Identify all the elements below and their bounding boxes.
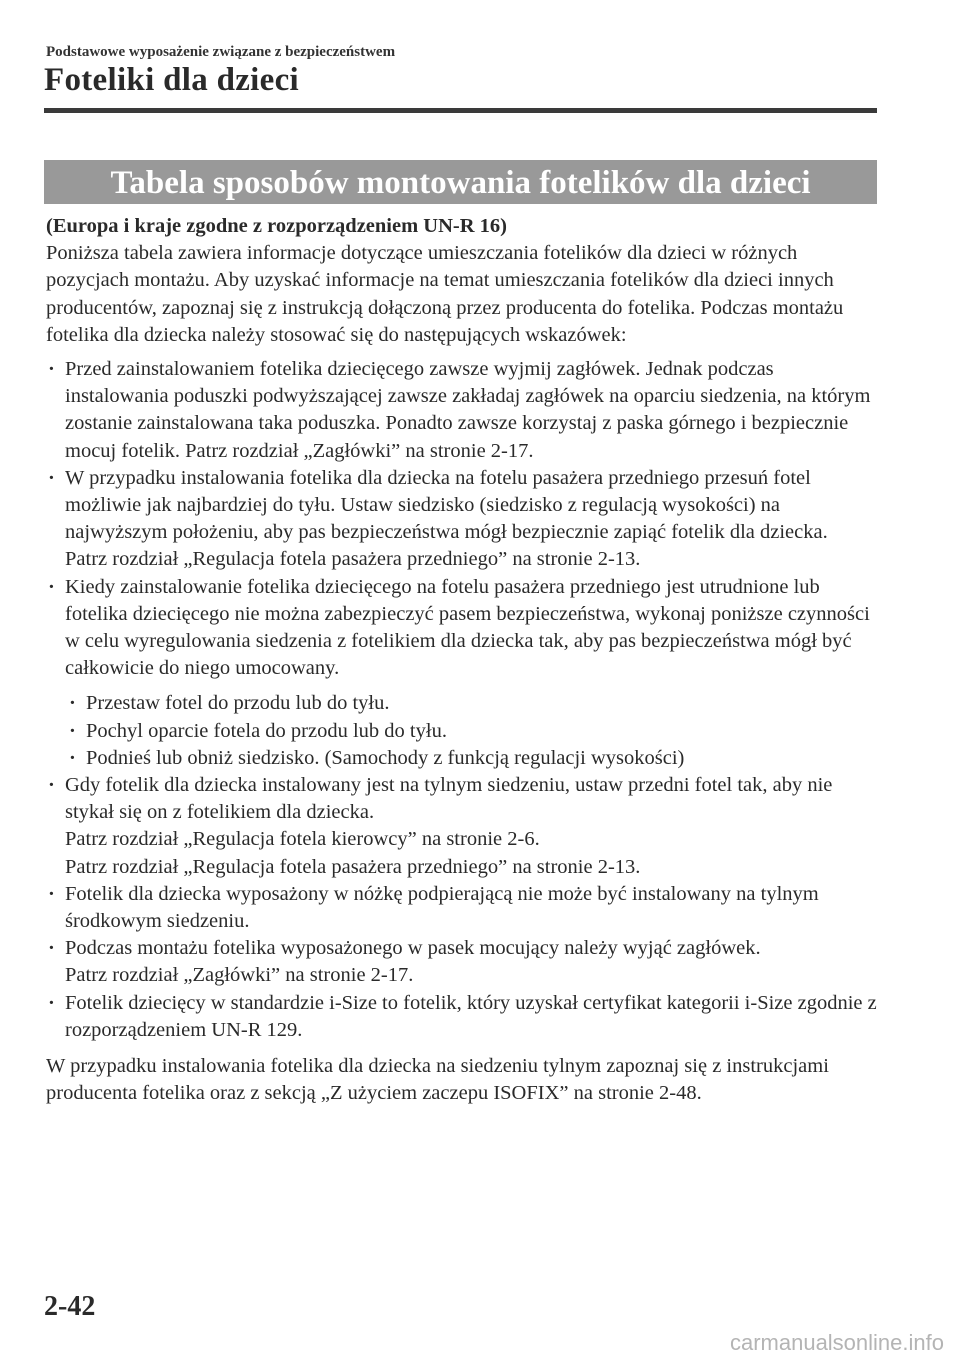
breadcrumb: Podstawowe wyposażenie związane z bezpieczeństwem: [46, 44, 396, 60]
cross-reference: Patrz rozdział „Regulacja fotela pasażera przedniego” na stronie 2-13.: [65, 855, 641, 878]
list-item-text: Gdy fotelik dla dziecka instalowany jest na tylnym siedzeniu, ustaw przedni fotel tak, aby nie stykał się on z fotelikiem dla dziecka.: [65, 774, 833, 824]
list-item: [46, 990, 878, 1044]
list-item-text: Przed zainstalowaniem fotelika dziecięcego zawsze wyjmij zagłówek. Jednak podczas instalowania poduszki podwyższającej zawsze zakładaj zagłówek na oparciu siedzenia, na którym zostanie zainstalowana taka poduszka. Ponadto zawsze korzystaj z paska górnego i bezpiecznie mocuj fotelik. Patrz rozdział „Zagłówki” na stronie 2-17.: [65, 358, 871, 462]
list-item: [46, 465, 878, 574]
section-subtitle: (Europa i kraje zgodne z rozporządzeniem UN-R 16): [46, 215, 507, 237]
cross-reference: Patrz rozdział „Regulacja fotela kierowcy” na stronie 2-6.: [65, 828, 540, 851]
list-item: [46, 881, 878, 935]
list-item-text: W przypadku instalowania fotelika dla dziecka na fotelu pasażera przedniego przesuń fotel możliwie jak najbardziej do tyłu. Ustaw siedzisko (siedzisko z regulacją wysokości) na najwyższym położeniu, aby pas bezpieczeństwa mógł bezpiecznie zapiąć fotelik dla dziecka.: [65, 466, 828, 544]
list-item: [46, 772, 878, 881]
sub-list: [65, 690, 878, 772]
page-number: 2-42: [44, 1291, 96, 1322]
cross-reference: Patrz rozdział „Zagłówki” na stronie 2-17.: [65, 964, 414, 987]
sub-list-item: · Podnieś lub obniż siedzisko. (Samochody z funkcją regulacji wysokości): [67, 745, 878, 772]
watermark: carmanualsonline.info: [729, 1330, 944, 1355]
list-item-text: Podczas montażu fotelika wyposażonego w pasek mocujący należy wyjąć zagłówek.: [65, 937, 761, 960]
chapter-title: Foteliki dla dzieci: [44, 62, 300, 98]
list-item: [46, 356, 878, 465]
sub-list-item: · Przestaw fotel do przodu lub do tyłu.: [67, 690, 878, 717]
closing-paragraph: W przypadku instalowania fotelika dla dziecka na siedzeniu tylnym zapoznaj się z instrukcjami producenta fotelika oraz z sekcją „Z użyciem zaczepu ISOFIX” na stronie 2-48.: [46, 1055, 829, 1105]
guideline-list: [46, 356, 878, 1044]
section-title-banner: Tabela sposobów montowania fotelików dla dzieci: [44, 160, 877, 204]
header-divider: [44, 108, 877, 113]
intro-paragraph: Poniższa tabela zawiera informacje dotyczące umieszczania fotelików dla dzieci w różnych pozycjach montażu. Aby uzyskać informacje na temat umieszczania fotelików dla dzieci innych producentów, zapoznaj się z instrukcją dołączoną przez producenta do fotelika. Podczas montażu fotelika dla dziecka należy stosować się do następujących wskazówek:: [46, 242, 844, 346]
list-item: [46, 574, 878, 772]
list-item-text: Fotelik dla dziecka wyposażony w nóżkę podpierającą nie może być instalowany na tylnym środkowym siedzeniu.: [65, 882, 819, 933]
list-item-text: Kiedy zainstalowanie fotelika dziecięcego na fotelu pasażera przedniego jest utrudnione lub fotelika dziecięcego nie można zabezpieczyć pasem bezpieczeństwa, wykonaj poniższe czynności w celu wyregulowania siedzenia z fotelikiem dla dziecka tak, aby pas bezpieczeństwa mógł być całkowicie do niego umocowany.: [65, 575, 870, 680]
sub-list-item: · Pochyl oparcie fotela do przodu lub do tyłu.: [67, 718, 878, 745]
section-content: [46, 213, 878, 1108]
list-item: [46, 935, 878, 989]
cross-reference: Patrz rozdział „Regulacja fotela pasażera przedniego” na stronie 2-13.: [65, 548, 641, 571]
list-item-text: Fotelik dziecięcy w standardzie i-Size to fotelik, który uzyskał certyfikat kategorii i-Size zgodnie z rozporządzeniem UN-R 129.: [65, 991, 877, 1041]
